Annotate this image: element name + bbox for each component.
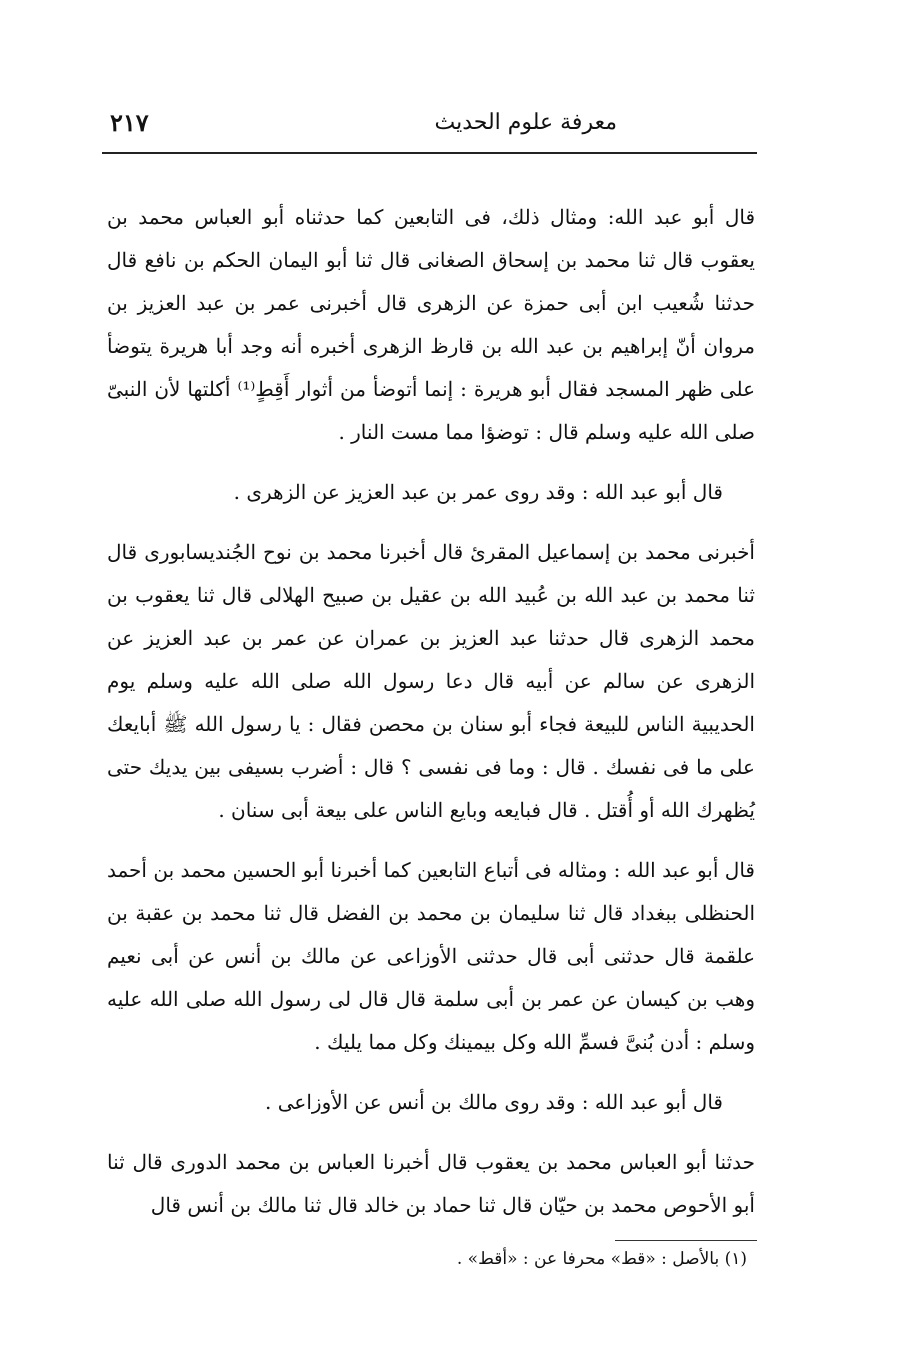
paragraph: قال أبو عبد الله : وقد روى مالك بن أنس عن الأوزاعى .	[265, 1090, 723, 1114]
header-rule	[102, 152, 757, 154]
paragraph: حدثنا أبو العباس محمد بن يعقوب قال أخبرنا العباس بن محمد الدورى قال ثنا أبو الأحوص محمد بن حيّان قال ثنا حماد بن خالد قال ثنا مالك بن أنس قال	[107, 1150, 755, 1217]
running-title: معرفة علوم الحديث	[434, 110, 617, 135]
page-number: ٢١٧	[110, 108, 149, 137]
paragraph: قال أبو عبد الله: ومثال ذلك، فى التابعين كما حدثناه أبو العباس محمد بن يعقوب قال ثنا محمد بن إسحاق الصغانى قال ثنا أبو اليمان الحكم بن نافع قال حدثنا شُعيب ابن أبى حمزة عن الزهرى قال أخبرنى عمر بن عبد العزيز بن مروان أنّ إبراهيم بن عبد الله بن قارظ الزهرى أخبره أنه وجد أبا هريرة يتوضأ على ظهر المسجد فقال أبو هريرة : إنما أتوضأ من أثوار أَقِطٍ⁽¹⁾ أكلتها لأن النبىّ صلى الله عليه وسلم قال : توضؤا مما مست النار .	[107, 205, 755, 444]
main-text	[107, 196, 755, 1227]
paragraph: قال أبو عبد الله : وقد روى عمر بن عبد العزيز عن الزهرى .	[233, 480, 723, 504]
footnote: (١) بالأصل : «قط» محرفا عن : «أقط» .	[456, 1249, 747, 1269]
running-header	[102, 104, 757, 144]
footnote-rule	[615, 1240, 757, 1241]
paragraph: قال أبو عبد الله : ومثاله فى أتباع التابعين كما أخبرنا أبو الحسين محمد بن أحمد الحنظلى ببغداد قال ثنا سليمان بن محمد بن الفضل قال ثنا محمد بن عقبة بن علقمة قال حدثنى أبى قال حدثنى الأوزاعى عن مالك بن أنس عن أبى نعيم وهب بن كيسان عن عمر بن أبى سلمة قال قال لى رسول الله صلى الله عليه وسلم : أدن بُنىَّ فسمِّ الله وكل بيمينك وكل مما يليك .	[107, 858, 755, 1054]
paragraph: أخبرنى محمد بن إسماعيل المقرئ قال أخبرنا محمد بن نوح الجُنديسابورى قال ثنا محمد بن عبد الله بن عُبيد الله بن عقيل بن صبيح الهلالى قال ثنا يعقوب بن محمد الزهرى قال حدثنا عبد العزيز بن عمران عن عمر بن عبد العزيز عن الزهرى عن سالم عن أبيه قال دعا رسول الله صلى الله عليه وسلم يوم الحديبية الناس للبيعة فجاء أبو سنان بن محصن فقال : يا رسول الله ﷺ أبايعك على ما فى نفسك . قال : وما فى نفسى ؟ قال : أضرب بسيفى بين يديك حتى يُظهرك الله أو أُقتل . قال فبايعه وبايع الناس على بيعة أبى سنان .	[107, 540, 755, 822]
